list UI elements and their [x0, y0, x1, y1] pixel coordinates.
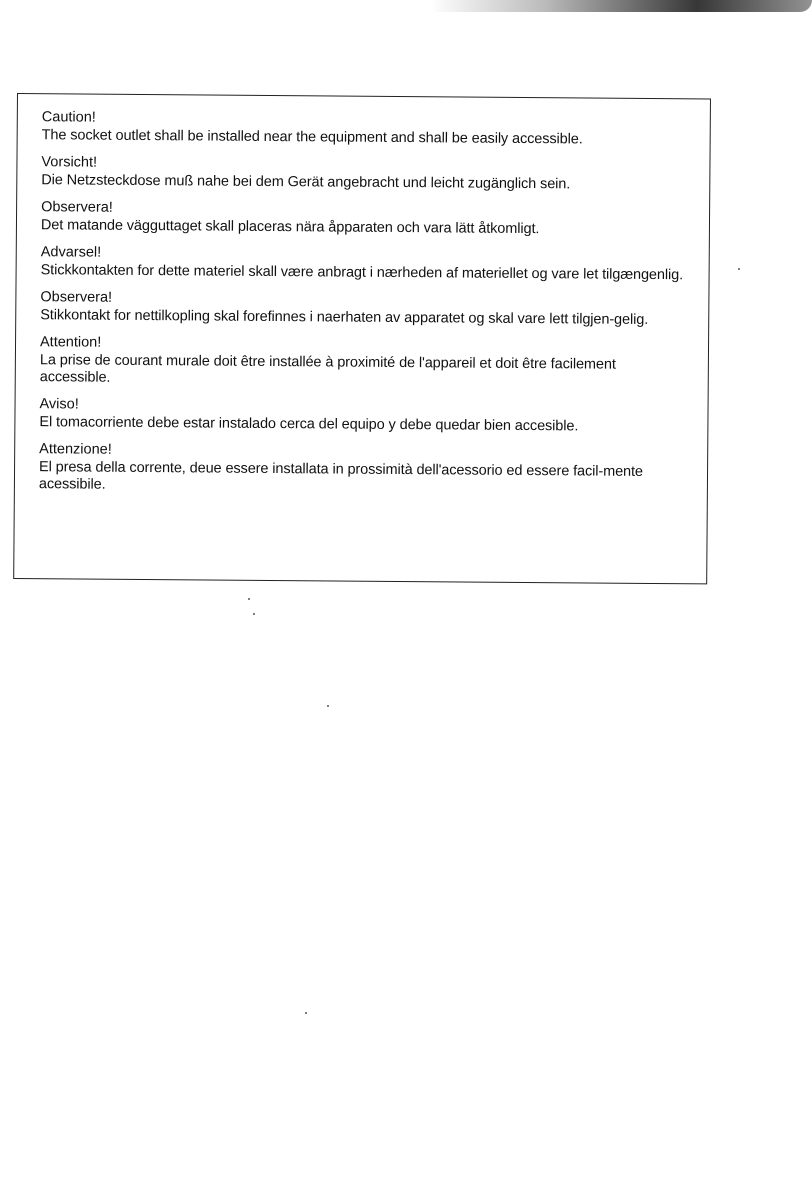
scan-speck: [327, 705, 329, 707]
notice-german: [41, 153, 689, 194]
notice-heading: Caution!: [41, 109, 96, 126]
notice-text: El presa della corrente, deue essere installata in prossimità dell'acessorio ed essere facil-mente acessibile.: [38, 459, 643, 493]
notice-swedish: [41, 198, 689, 239]
notice-heading: Attention!: [39, 334, 102, 351]
notice-heading: Attenzione!: [39, 441, 112, 458]
notice-text: The socket outlet shall be installed near the equipment and shall be easily accessible.: [41, 127, 583, 148]
notice-spanish: [39, 395, 687, 436]
safety-notice-box: [13, 93, 711, 584]
scan-smudge: [430, 0, 812, 12]
notice-text: Die Netzsteckdose muß nahe bei dem Gerät angebracht und leicht zugänglich sein.: [41, 172, 571, 193]
notice-text: El tomacorriente debe estar instalado cerca del equipo y debe quedar bien accesible.: [39, 414, 579, 435]
notice-heading: Advarsel!: [40, 244, 102, 261]
notice-text: Stickkontakten for dette materiel skall være anbragt i nærheden af materiellet og vare let tilgængenlig.: [40, 262, 684, 284]
notice-heading: Observera!: [41, 199, 113, 216]
scan-speck: [305, 1012, 307, 1014]
notice-text: Det matande vägguttaget skall placeras nära åpparaten och vara lätt åtkomligt.: [40, 217, 540, 238]
notice-text: La prise de courant murale doit être installée à proximité de l'appareil et doit être facilement accessible.: [39, 352, 616, 386]
notice-text: Stikkontakt for nettilkopling skal forefinnes i naerhaten av apparatet og skal vare lett tilgjen-gelig.: [40, 307, 649, 328]
scan-speck: [253, 613, 255, 615]
notice-english: [42, 108, 690, 149]
notice-italian: [39, 440, 687, 498]
scan-speck: [248, 598, 250, 600]
notice-heading: Observera!: [40, 289, 113, 306]
notice-norwegian: [40, 288, 688, 329]
notice-french: [40, 333, 688, 391]
notice-danish: [41, 243, 689, 284]
notice-heading: Vorsicht!: [41, 154, 98, 171]
notice-heading: Aviso!: [39, 396, 79, 413]
scan-speck: [738, 268, 740, 270]
